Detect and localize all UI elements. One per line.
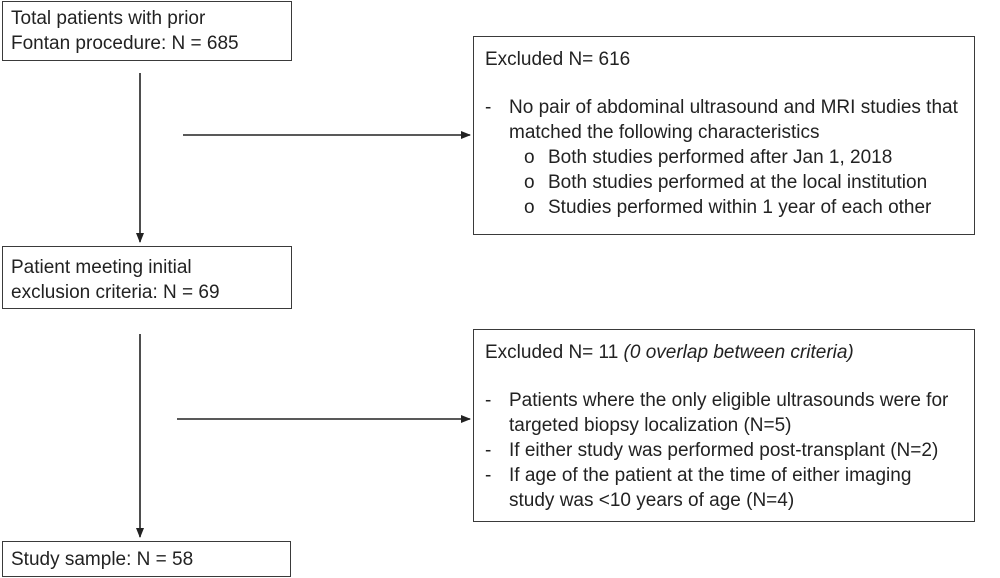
- box-excluded-11: [473, 329, 975, 522]
- excluded2-bullet: [485, 463, 963, 513]
- circle-bullet-icon: o: [524, 147, 535, 168]
- circle-bullet-icon: o: [524, 172, 535, 193]
- excluded1-sub-text: Studies performed within 1 year of each other: [548, 197, 932, 218]
- box-total-line2: Fontan procedure: N = 685: [11, 33, 239, 54]
- excluded1-bullet-line2: matched the following characteristics: [509, 122, 820, 143]
- excluded1-sub-text: Both studies performed at the local institution: [548, 172, 928, 193]
- excluded2-bullet-line: If either study was performed post-transplant (N=2): [509, 440, 939, 461]
- excluded2-bullet: [485, 438, 963, 463]
- bullet-dash: -: [485, 390, 492, 411]
- excluded2-bullet-line: study was <10 years of age (N=4): [509, 490, 795, 511]
- excluded1-sub-text: Both studies performed after Jan 1, 2018: [548, 147, 893, 168]
- excluded2-title-note: (0 overlap between criteria): [623, 342, 854, 363]
- box-study-line1: Study sample: N = 58: [11, 549, 194, 570]
- excluded1-bullet-line1: No pair of abdominal ultrasound and MRI studies that: [509, 97, 958, 118]
- excluded2-title-main: Excluded N= 11: [485, 342, 619, 363]
- excluded1-sub-item: [485, 195, 963, 220]
- bullet-dash: -: [485, 440, 492, 461]
- box-total-patients: [2, 1, 292, 61]
- excluded1-sub-item: [485, 145, 963, 170]
- bullet-dash: -: [485, 465, 492, 486]
- bullet-dash: -: [485, 97, 492, 118]
- excluded1-bullet: [485, 95, 963, 145]
- excluded1-sub-item: [485, 170, 963, 195]
- excluded1-title: Excluded N= 616: [485, 49, 631, 70]
- excluded2-bullet: [485, 388, 963, 438]
- box-initial-line2: exclusion criteria: N = 69: [11, 282, 220, 303]
- box-study-sample: [2, 541, 291, 577]
- box-total-line1: Total patients with prior: [11, 8, 206, 29]
- excluded2-bullet-line: If age of the patient at the time of either imaging: [509, 465, 912, 486]
- excluded2-title: [485, 340, 963, 365]
- box-initial-line1: Patient meeting initial: [11, 257, 192, 278]
- excluded2-bullet-line: Patients where the only eligible ultrasounds were for: [509, 390, 949, 411]
- box-excluded-616: [473, 36, 975, 235]
- excluded2-bullet-line: targeted biopsy localization (N=5): [509, 415, 792, 436]
- box-initial-criteria: [2, 246, 292, 309]
- circle-bullet-icon: o: [524, 197, 535, 218]
